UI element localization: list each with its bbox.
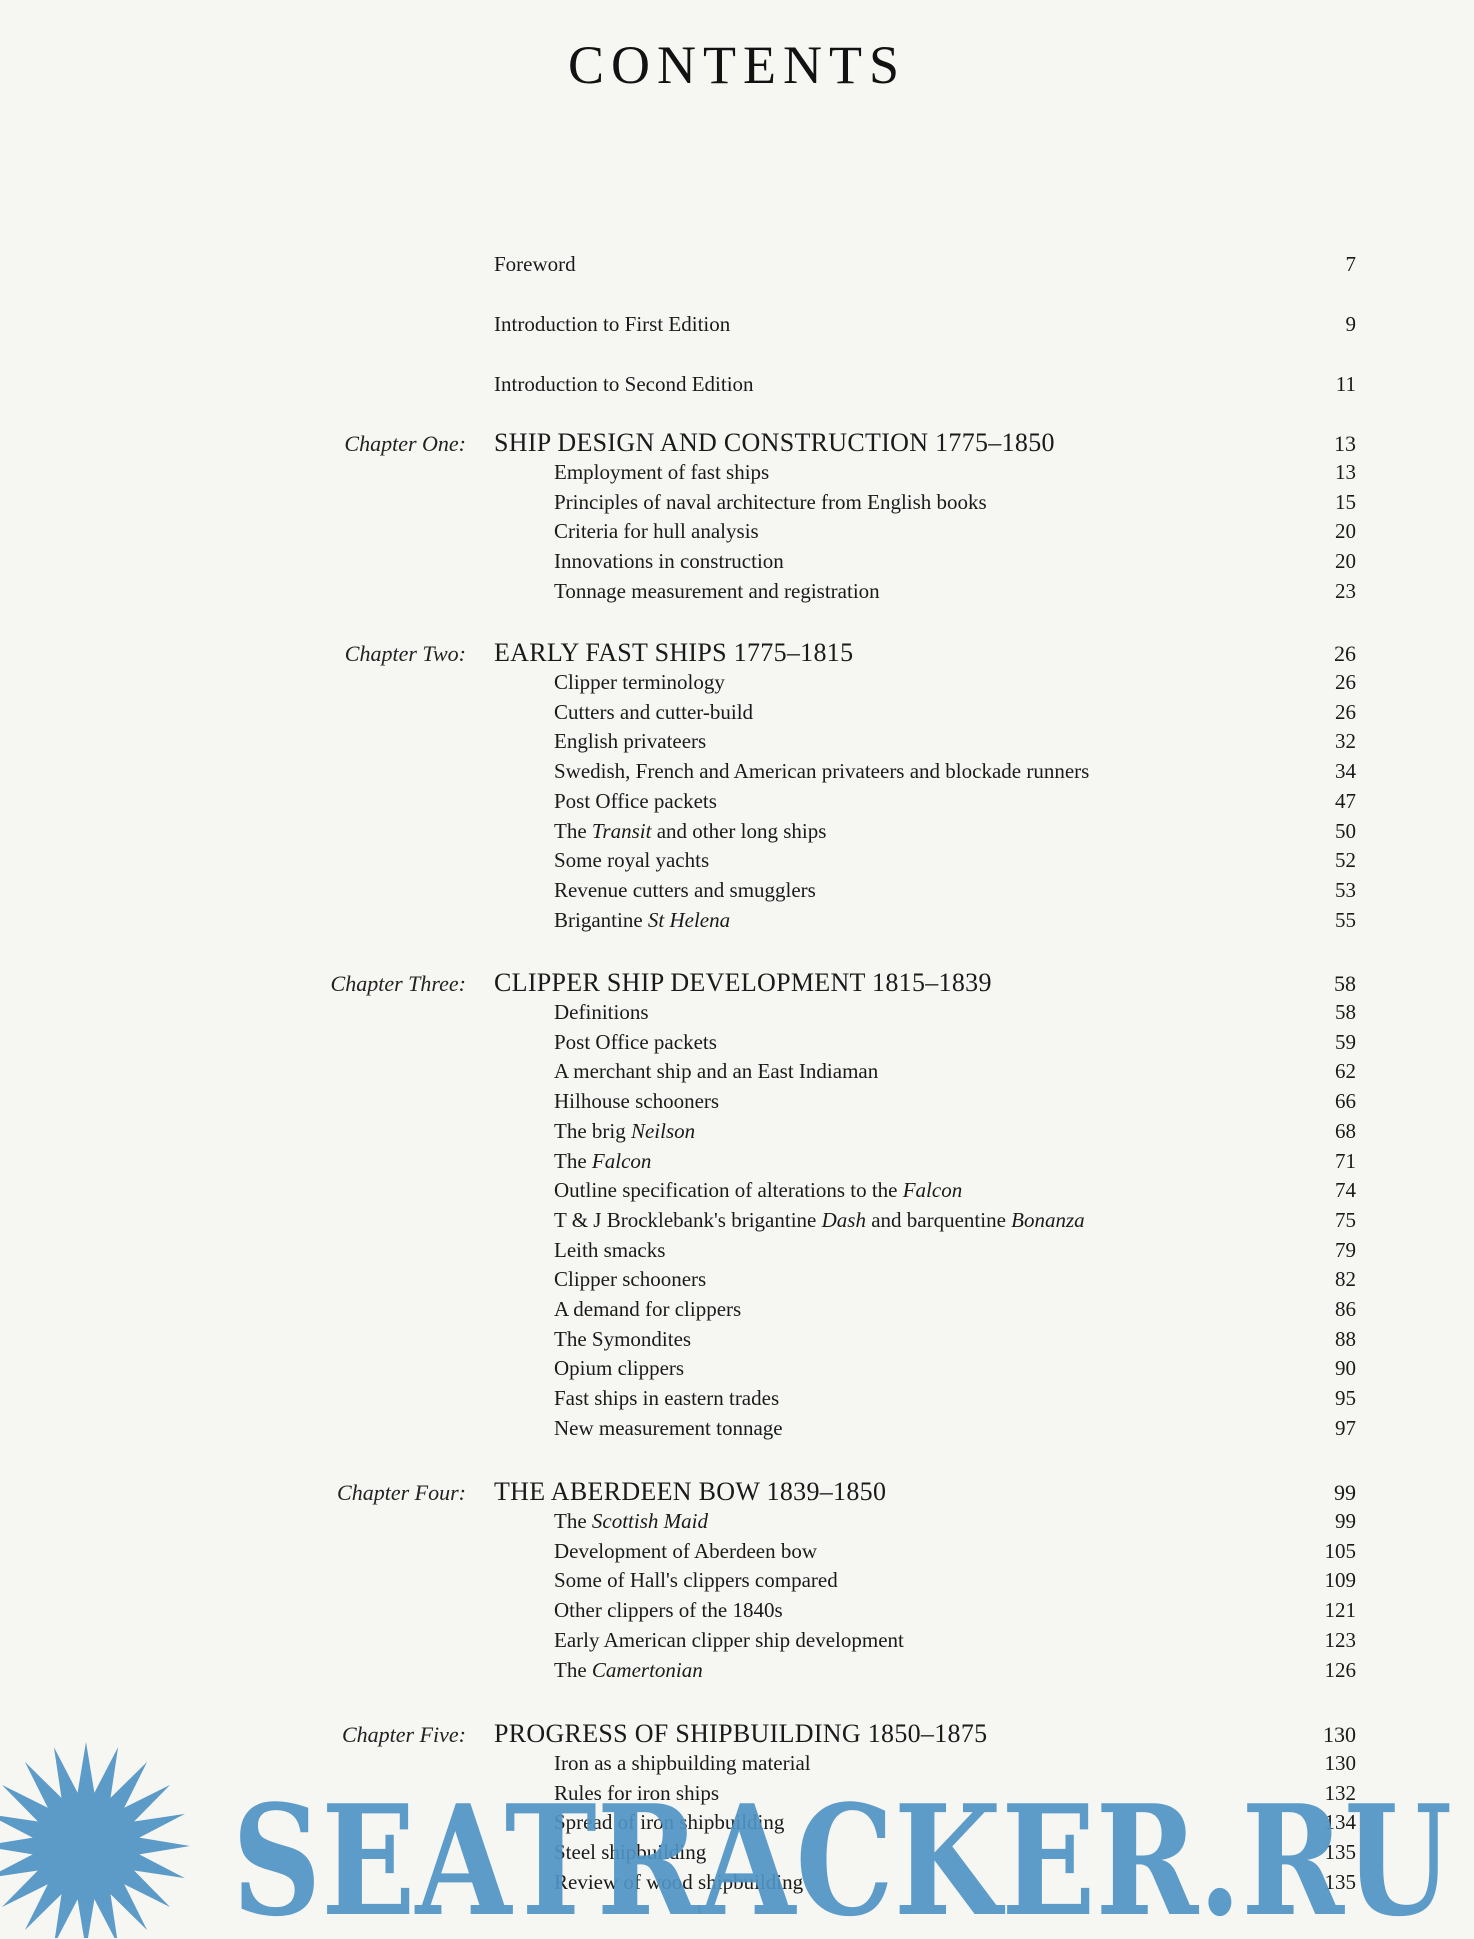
chapter-heading-row	[0, 428, 1474, 458]
entry-text: Definitions	[554, 1000, 649, 1024]
entry-text: The	[554, 818, 592, 843]
page-number: 74	[1335, 1178, 1356, 1203]
entry-title	[554, 1598, 783, 1623]
entry-text: Cutters and cutter-build	[554, 699, 754, 724]
section-row	[0, 1568, 1474, 1598]
entry-text: Tonnage measurement and registration	[554, 578, 880, 603]
entry-title	[554, 1327, 691, 1352]
page-number: 32	[1335, 729, 1356, 754]
page-number: 88	[1335, 1326, 1356, 1351]
entry-title	[554, 1208, 1085, 1233]
entry-text: Opium clippers	[554, 1356, 685, 1381]
entry-text: A merchant ship and an East Indiaman	[554, 1059, 879, 1084]
section-row	[0, 1149, 1474, 1179]
entry-title	[554, 1628, 904, 1653]
chapter-label: Chapter Three:	[330, 971, 466, 996]
section-row	[0, 729, 1474, 759]
page-number: 59	[1335, 1029, 1356, 1054]
section-row	[0, 1658, 1474, 1688]
section-row	[0, 1628, 1474, 1658]
entry-text: New measurement tonnage	[554, 1415, 783, 1440]
section-row	[0, 670, 1474, 700]
entry-text: and barquentine	[865, 1207, 1012, 1232]
page-number: 121	[1324, 1598, 1356, 1623]
section-row	[0, 789, 1474, 819]
page-number: 53	[1335, 877, 1356, 902]
section-row	[0, 759, 1474, 789]
ship-name: St Helena	[647, 907, 731, 932]
section-row	[0, 1238, 1474, 1268]
entry-title	[554, 579, 880, 604]
entry-text: A demand for clippers	[554, 1297, 742, 1321]
section-row	[0, 549, 1474, 579]
front-matter-row	[0, 252, 1474, 282]
section-row	[0, 848, 1474, 878]
chapter-title: PROGRESS OF SHIPBUILDING 1850–1875	[494, 1719, 988, 1748]
ship-name: Falcon	[591, 1148, 652, 1173]
entry-title	[554, 1119, 695, 1144]
page-number: 99	[1335, 1509, 1356, 1533]
entry-text: Development of Aberdeen bow	[554, 1538, 818, 1563]
entry-title	[554, 1238, 665, 1263]
page-number: 58	[1335, 1000, 1356, 1024]
entry-text: The Symondites	[554, 1326, 692, 1351]
entry-title	[554, 1030, 717, 1055]
ship-name: Neilson	[630, 1118, 696, 1143]
section-row	[0, 519, 1474, 549]
section-row	[0, 1509, 1474, 1539]
page-number: 26	[1334, 641, 1356, 666]
chapter-heading-row	[0, 1477, 1474, 1507]
entry-text: Spread of iron shipbuilding	[554, 1810, 785, 1835]
entry-title	[554, 1356, 684, 1381]
section-row	[0, 1000, 1474, 1030]
page-number: 82	[1335, 1267, 1356, 1292]
entry-title	[554, 878, 816, 903]
section-row	[0, 1208, 1474, 1238]
entry-title	[554, 549, 784, 574]
entry-text: Post Office packets	[554, 1029, 717, 1054]
section-row	[0, 1119, 1474, 1149]
page-number: 13	[1334, 431, 1356, 456]
entry-title	[554, 1089, 719, 1114]
entry-title	[554, 848, 709, 873]
section-row	[0, 1386, 1474, 1416]
section-row	[0, 1267, 1474, 1297]
entry-text: and other long ships	[651, 818, 827, 843]
section-row	[0, 1539, 1474, 1569]
ship-name: Transit	[591, 818, 652, 843]
page-number: 20	[1335, 549, 1356, 574]
ship-name: Dash	[821, 1207, 866, 1232]
entry-title	[554, 700, 753, 725]
section-row	[0, 490, 1474, 520]
entry-title	[554, 759, 1089, 784]
page-number: 97	[1335, 1415, 1356, 1440]
entry-title	[494, 252, 576, 277]
page-number: 58	[1334, 971, 1356, 996]
sun-icon	[0, 1742, 190, 1938]
entry-text: Post Office packets	[554, 788, 717, 813]
chapter-title: CLIPPER SHIP DEVELOPMENT 1815–1839	[494, 968, 992, 997]
page-number: 132	[1324, 1780, 1356, 1805]
entry-text: Other clippers of the 1840s	[554, 1598, 783, 1623]
section-row	[0, 1356, 1474, 1386]
chapter-title: SHIP DESIGN AND CONSTRUCTION 1775–1850	[494, 428, 1055, 457]
chapter-label: Chapter Five:	[341, 1722, 466, 1747]
entry-text: Fast ships in eastern trades	[554, 1386, 780, 1411]
page-number: 86	[1335, 1297, 1356, 1321]
entry-text: The brig	[554, 1118, 631, 1143]
page-number: 130	[1323, 1722, 1356, 1747]
page-number: 11	[1335, 372, 1356, 396]
entry-title	[554, 819, 826, 844]
page-number: 135	[1324, 1840, 1356, 1865]
section-row	[0, 1297, 1474, 1327]
entry-text: Steel shipbuilding	[554, 1840, 707, 1865]
entry-title	[554, 1386, 779, 1411]
entry-title	[554, 789, 717, 814]
entry-title	[554, 1178, 962, 1203]
entry-title	[554, 908, 730, 933]
entry-text: The	[554, 1509, 592, 1533]
page-number: 68	[1335, 1118, 1356, 1143]
watermark-text: SEATRACKER.RU	[232, 1771, 1452, 1938]
page-number: 55	[1335, 907, 1356, 932]
entry-title	[554, 1539, 817, 1564]
entry-text: The	[554, 1148, 592, 1173]
entry-text: The	[554, 1657, 592, 1682]
entry-title	[554, 460, 769, 485]
entry-text: Leith smacks	[554, 1237, 666, 1262]
page-number: 71	[1335, 1148, 1356, 1173]
page-number: 9	[1345, 312, 1356, 336]
entry-text: Outline specification of alterations to the	[554, 1178, 903, 1203]
entry-title	[554, 1059, 878, 1084]
entry-text: T & J Brocklebank's brigantine	[554, 1207, 822, 1232]
section-row	[0, 878, 1474, 908]
page-number: 20	[1335, 519, 1356, 544]
section-row	[0, 1030, 1474, 1060]
ship-name: Bonanza	[1011, 1207, 1085, 1232]
entry-text: Some of Hall's clippers compared	[554, 1568, 838, 1593]
entry-text: Principles of naval architecture from English books	[554, 489, 987, 514]
section-row	[0, 819, 1474, 849]
entry-text: Clipper terminology	[554, 670, 725, 694]
entry-text: Some royal yachts	[554, 848, 710, 873]
section-row	[0, 460, 1474, 490]
ship-name: Camertonian	[591, 1657, 703, 1682]
section-row	[0, 700, 1474, 730]
entry-text: Employment of fast ships	[554, 460, 770, 484]
entry-text: Rules for iron ships	[554, 1780, 720, 1805]
section-row	[0, 908, 1474, 938]
page-number: 26	[1335, 699, 1356, 724]
ship-name: Scottish Maid	[591, 1509, 708, 1533]
chapter-title: THE ABERDEEN BOW 1839–1850	[494, 1477, 887, 1506]
ship-name: Falcon	[902, 1178, 963, 1203]
chapter-label: Chapter Four:	[337, 1480, 466, 1505]
page-number: 99	[1334, 1480, 1356, 1505]
entry-title	[554, 729, 706, 754]
entry-title	[554, 490, 987, 515]
watermark	[0, 1738, 1474, 1938]
entry-text: Early American clipper ship development	[554, 1627, 904, 1652]
front-matter-row	[0, 312, 1474, 342]
page-number: 7	[1345, 252, 1356, 276]
page-number: 50	[1335, 818, 1356, 843]
entry-text: Swedish, French and American privateers and blockade runners	[554, 759, 1090, 784]
chapter-title: EARLY FAST SHIPS 1775–1815	[494, 638, 854, 667]
page-number: 109	[1324, 1568, 1356, 1593]
page-number: 23	[1335, 578, 1356, 603]
entry-title	[554, 519, 759, 544]
entry-text: Clipper schooners	[554, 1267, 707, 1292]
page-number: 95	[1335, 1386, 1356, 1411]
page-title: CONTENTS	[568, 35, 906, 95]
entry-title	[554, 1658, 703, 1683]
section-row	[0, 1327, 1474, 1357]
entry-text: Introduction to First Edition	[494, 312, 731, 336]
entry-title	[554, 1000, 649, 1025]
entry-title	[554, 1509, 708, 1534]
page-number: 123	[1324, 1627, 1356, 1652]
entry-title	[554, 1416, 783, 1441]
section-row	[0, 1059, 1474, 1089]
entry-text: Hilhouse schooners	[554, 1089, 720, 1114]
page-number: 79	[1335, 1237, 1356, 1262]
entry-title	[494, 312, 730, 337]
page-number: 105	[1324, 1538, 1356, 1563]
page-number: 47	[1335, 788, 1356, 813]
entry-title	[554, 1297, 741, 1322]
entry-text: Criteria for hull analysis	[554, 519, 759, 544]
entry-title	[554, 670, 725, 695]
chapter-label: Chapter Two:	[344, 641, 466, 666]
page-number: 34	[1335, 759, 1356, 784]
page-number: 26	[1335, 670, 1356, 694]
entry-text: Iron as a shipbuilding material	[554, 1751, 811, 1775]
entry-text: Review of wood shipbuilding	[554, 1869, 804, 1894]
page-number: 135	[1324, 1869, 1356, 1894]
chapter-label: Chapter One:	[344, 431, 466, 456]
page-number: 15	[1335, 489, 1356, 514]
chapter-heading-row	[0, 638, 1474, 668]
section-row	[0, 1178, 1474, 1208]
entry-title	[554, 1568, 838, 1593]
section-row	[0, 1598, 1474, 1628]
entry-text: English privateers	[554, 729, 707, 754]
page-number: 134	[1324, 1810, 1356, 1835]
section-row	[0, 579, 1474, 609]
entry-text: Foreword	[494, 252, 576, 276]
section-row	[0, 1089, 1474, 1119]
page-number: 75	[1335, 1207, 1356, 1232]
front-matter-row	[0, 372, 1474, 402]
entry-title	[554, 1267, 706, 1292]
page-number: 126	[1324, 1657, 1356, 1682]
page-number: 130	[1324, 1751, 1356, 1775]
page-number: 90	[1335, 1356, 1356, 1381]
chapter-heading-row	[0, 968, 1474, 998]
entry-title	[554, 1149, 651, 1174]
page-number: 13	[1335, 460, 1356, 484]
entry-text: Innovations in construction	[554, 549, 784, 574]
entry-text: Brigantine	[554, 907, 648, 932]
entry-text: Introduction to Second Edition	[494, 372, 754, 396]
page-number: 52	[1335, 848, 1356, 873]
page-number: 66	[1335, 1089, 1356, 1114]
page-number: 62	[1335, 1059, 1356, 1084]
entry-text: Revenue cutters and smugglers	[554, 877, 816, 902]
entry-title	[494, 372, 754, 397]
section-row	[0, 1416, 1474, 1446]
